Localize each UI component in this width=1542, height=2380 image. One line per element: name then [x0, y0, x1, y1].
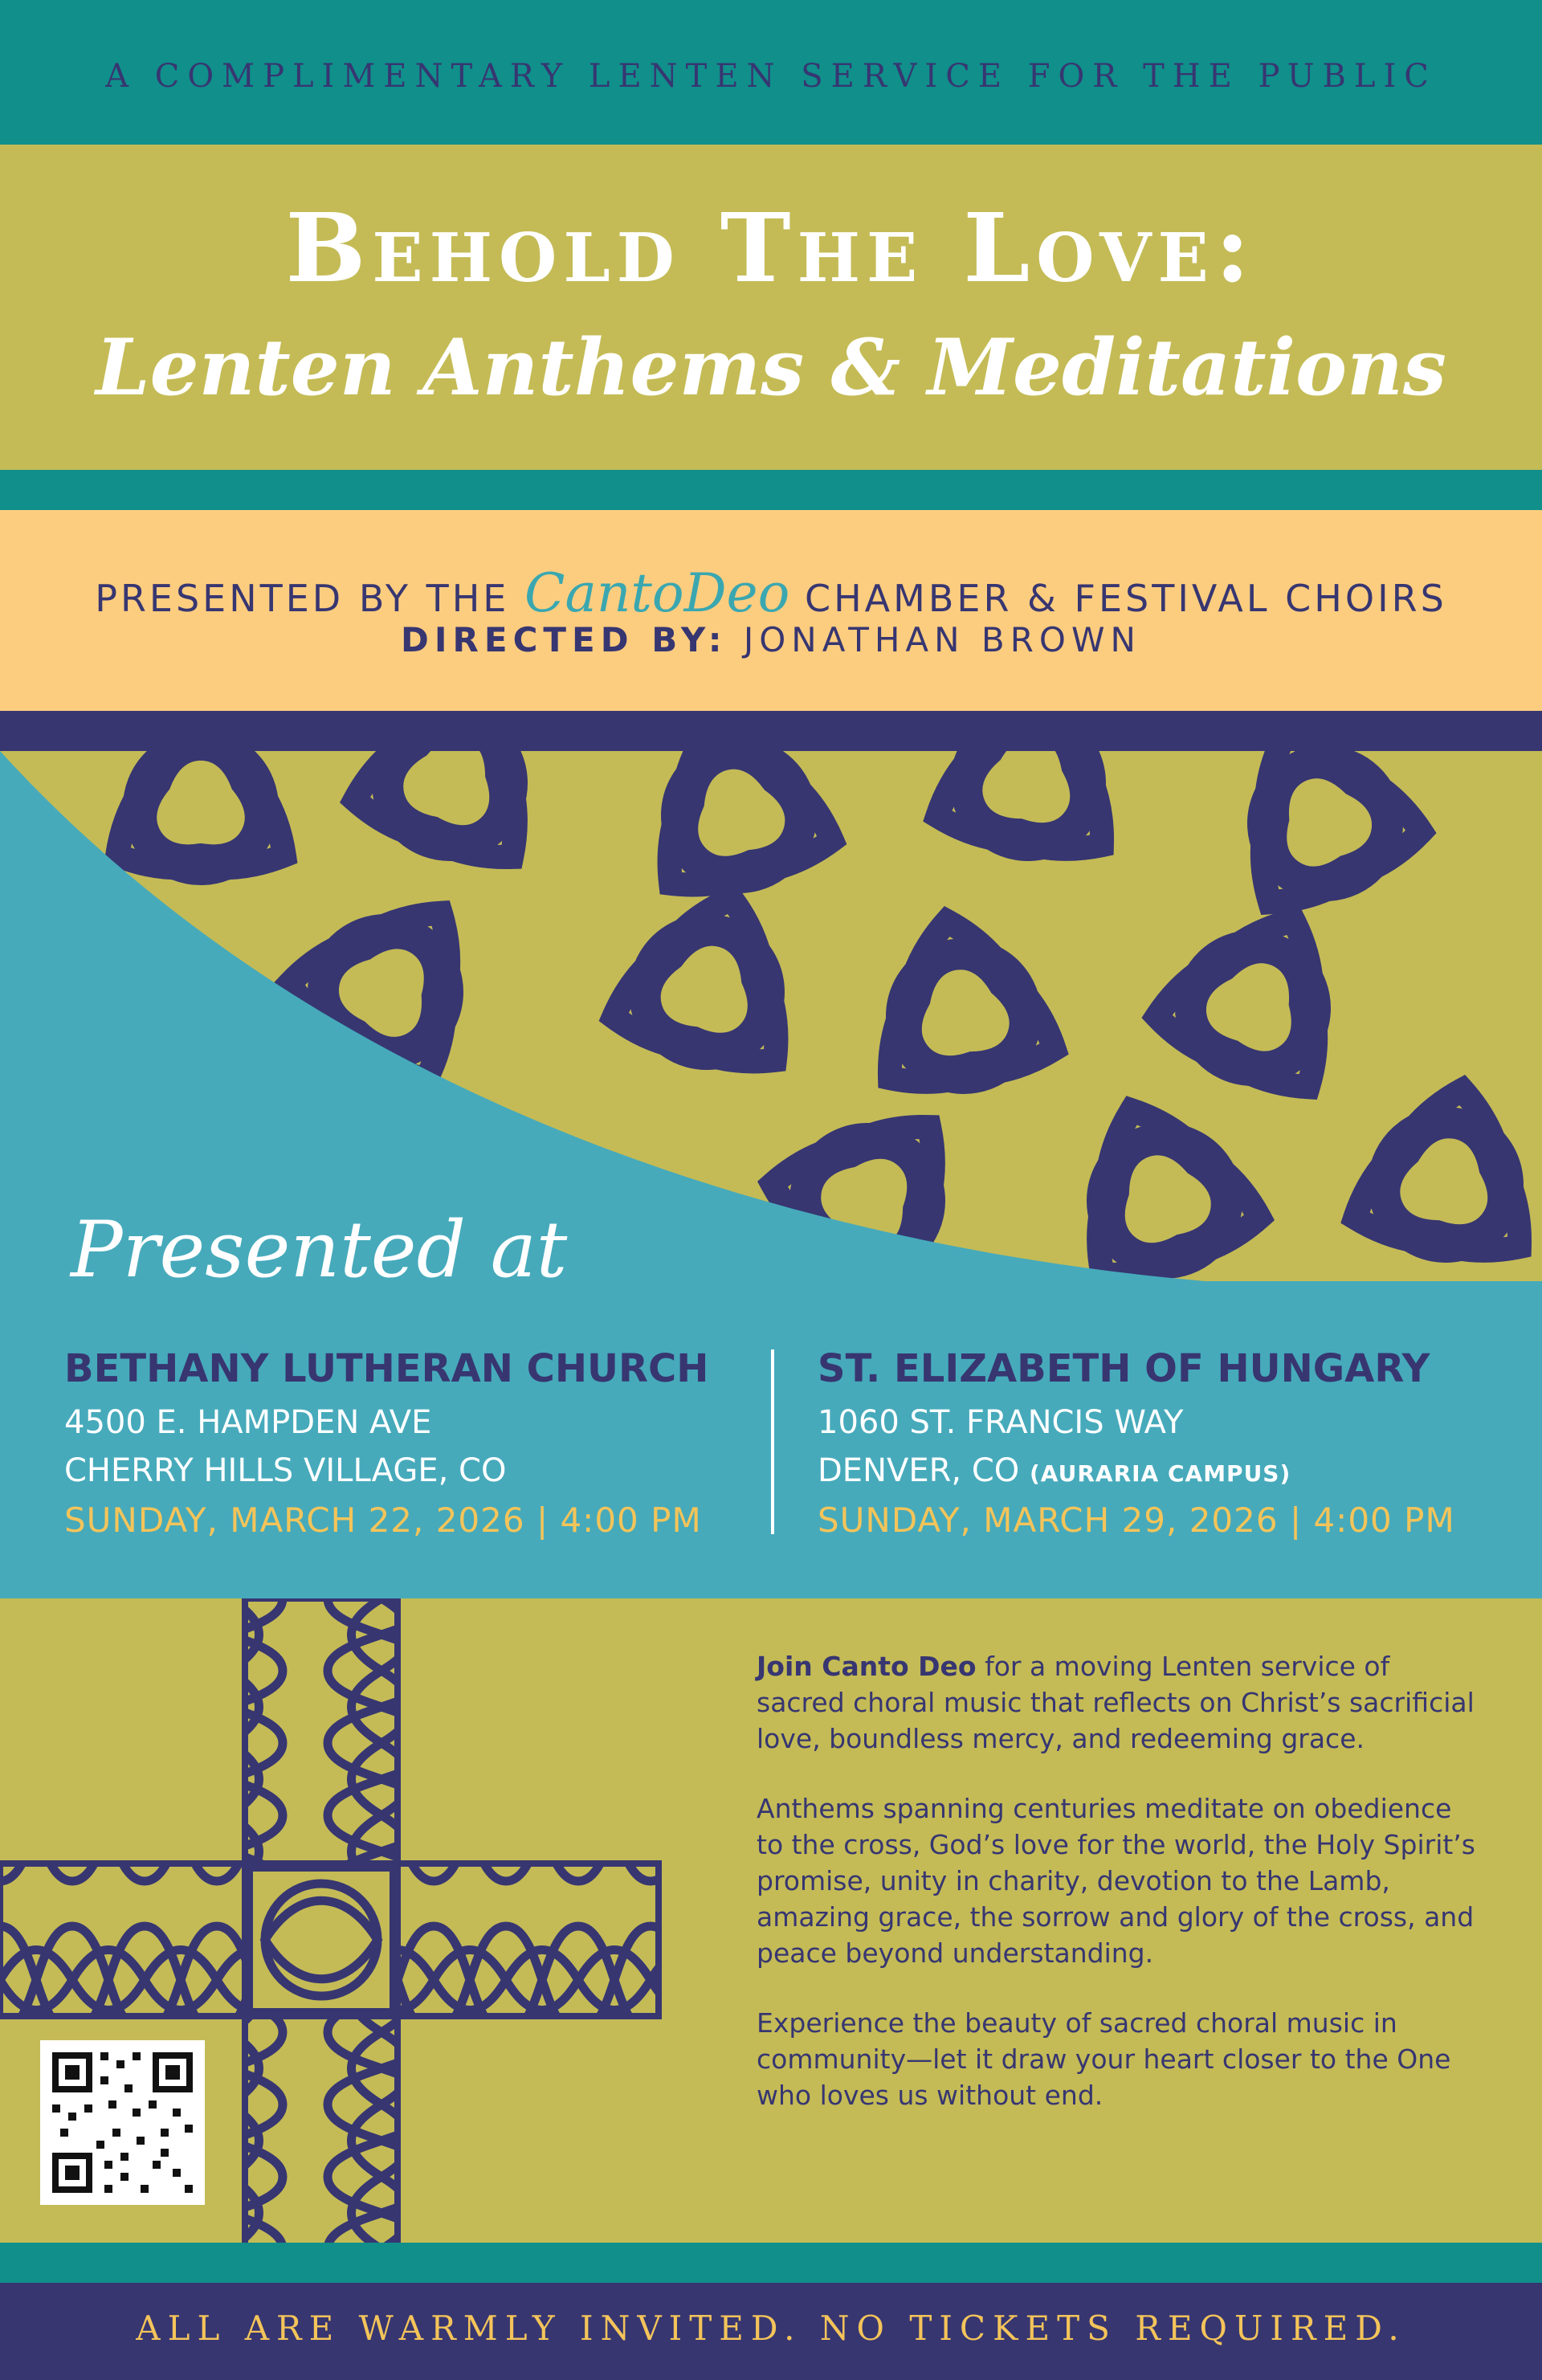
- presented-by-line: [0, 562, 1542, 624]
- venue-address-line2: DENVER, CO: [818, 1452, 1020, 1489]
- venue-address-note: (AURARIA CAMPUS): [1030, 1460, 1291, 1487]
- venue-address-line1: 1060 ST. FRANCIS WAY: [818, 1404, 1184, 1441]
- qr-code-icon[interactable]: [40, 2040, 205, 2205]
- presented-prefix: PRESENTED BY THE: [95, 577, 510, 620]
- venue-datetime: SUNDAY, MARCH 22, 2026 | 4:00 PM: [64, 1500, 702, 1540]
- qr-code-graphic: [40, 2040, 205, 2205]
- description-paragraph-3: Experience the beauty of sacred choral music in community—let it draw your heart closer to the One who loves us without end.: [757, 2007, 1451, 2111]
- description-lead: Join Canto Deo: [757, 1651, 977, 1682]
- director-name: JONATHAN BROWN: [743, 620, 1141, 659]
- divider-band: [0, 470, 1542, 510]
- navy-band: [0, 711, 1542, 751]
- page-title: Behold The Love:: [285, 192, 1257, 304]
- venue-datetime: SUNDAY, MARCH 29, 2026 | 4:00 PM: [818, 1500, 1455, 1540]
- venue-address-line2-row: [818, 1452, 1455, 1489]
- venue-address-line2: CHERRY HILLS VILLAGE, CO: [64, 1452, 507, 1489]
- venue-divider: [771, 1349, 774, 1534]
- celtic-knot-icon: [0, 751, 1542, 1281]
- kicker-text: A COMPLIMENTARY LENTEN SERVICE FOR THE PUBLIC: [105, 58, 1437, 95]
- page-subtitle: Lenten Anthems & Meditations: [96, 322, 1446, 413]
- description-paragraph-1: [757, 1648, 1479, 1757]
- footer-teal-band: [0, 2243, 1542, 2283]
- director-label: DIRECTED BY:: [401, 620, 728, 659]
- footer-tagline: ALL ARE WARMLY INVITED. NO TICKETS REQUIRED.: [136, 2309, 1406, 2348]
- venue-name: BETHANY LUTHERAN CHURCH: [64, 1346, 709, 1391]
- description-p1-rest: for a moving Lenten service of sacred choral music that reflects on Christ’s sacrificial love, boundless mercy, and redeeming grace.: [757, 1651, 1475, 1754]
- venue-st-elizabeth: [818, 1346, 1455, 1540]
- description: [757, 1648, 1479, 2147]
- venue-name: ST. ELIZABETH OF HUNGARY: [818, 1346, 1430, 1391]
- description-paragraph-2: Anthems spanning centuries meditate on obedience to the cross, God’s love for the world, the Holy Spirit’s promise, unity in charity, devotion to the Lamb, amazing grace, the sorrow and glory of the cross, and peace beyond understanding.: [757, 1793, 1475, 1969]
- director-line: [0, 620, 1542, 659]
- presented-suffix: CHAMBER & FESTIVAL CHOIRS: [804, 577, 1447, 620]
- presented-at-heading: Presented at: [71, 1205, 568, 1295]
- knotwork-panel: [0, 751, 1542, 1281]
- venue-address-line1: 4500 E. HAMPDEN AVE: [64, 1404, 432, 1441]
- venue-bethany: [64, 1346, 708, 1540]
- brand-logo: CantoDeo: [524, 562, 790, 624]
